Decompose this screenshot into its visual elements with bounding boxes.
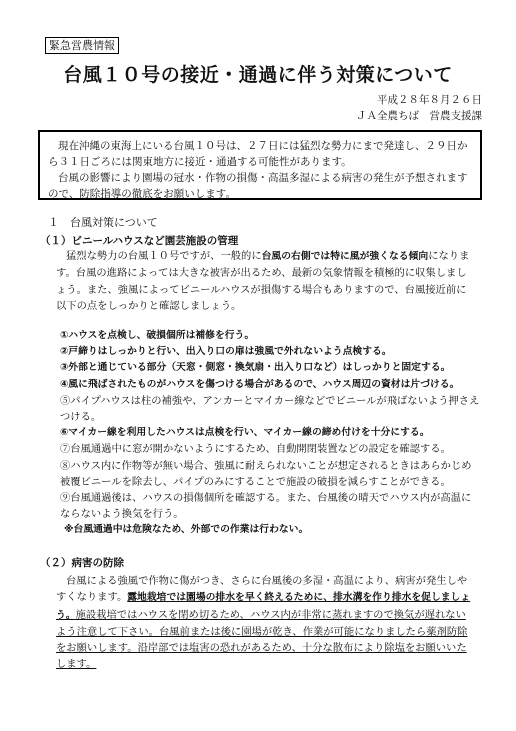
section-1-heading: １ 台風対策について	[48, 216, 158, 229]
issuer: ＪＡ全農ちば 営農支援課	[356, 110, 482, 122]
list-item: ⑧ハウス内に作物等が無い場合、強風に耐えられないことが想定されるときはあらかじめ被覆ビニールを除去し、パイプのみにすることで施設の破損を減らすことができる。	[60, 459, 472, 488]
list-item: ⑥マイカー線を利用したハウスは点検を行い、マイカー線の締め付けを十分にする。	[60, 427, 430, 439]
list-item: ④風に飛ばされたものがハウスを傷つける場合があるので、ハウス周辺の資材は片づける。	[60, 378, 460, 390]
intro-text-a: 猛烈な勢力の台風１０号ですが、一般的に	[66, 250, 262, 262]
warning-note: ※台風通過中は危険なため、外部での作業は行わない。	[64, 524, 309, 536]
issue-block	[356, 92, 482, 124]
list-item: ①ハウスを点検し、破損個所は補修を行う。	[60, 330, 255, 341]
subsection-2-body	[56, 573, 476, 673]
summary-paragraph-2: 台風の影響により園場の冠水・作物の損傷・高温多湿による病害の発生が予想されますので、防除指導の徹底をお願いします。	[48, 172, 468, 200]
issue-date: 平成２８年８月２６日	[377, 94, 482, 106]
disease-text-3: 施設栽培ではハウスを閉め切るため、ハウス内が非常に蒸れますので換気が遅れないよう注意して下さい。台風前または後に園場が乾き、作業が可能になりましたら薬剤防除をお願いします。	[56, 608, 468, 655]
list-item: ②戸締りはしっかりと行い、出入り口の扉は強風で外れないよう点検する。	[60, 346, 392, 358]
list-item: ⑦台風通過中に窓が開かないようにするため、自動開閉装置などの設定を確認する。	[60, 443, 451, 456]
list-item: ⑨台風通過後は、ハウスの損傷個所を確認する。また、台風後の晴天でハウス内が高温にならないよう換気を行う。	[60, 492, 472, 521]
list-item: ③外部と通じている部分（天窓・側窓・換気扇・出入り口など）はしっかりと固定する。	[60, 362, 451, 374]
subsection-1-intro	[56, 248, 476, 314]
disease-text-4: 沿岸部では塩害の恐れがあるため、十分な散布により除塩をお願いいたします。	[56, 642, 467, 671]
disease-text-1: 台風による強風で作物に傷がつき、さらに台風後の多湿・高温により、病害が発生しやすくなります。	[56, 575, 468, 604]
subsection-1-heading: （１）ビニールハウスなど園芸施設の管理	[40, 235, 239, 247]
page-title: 台風１０号の接近・通過に伴う対策について	[63, 64, 453, 86]
subsection-2-heading: （２）病害の防除	[40, 557, 124, 569]
checklist	[50, 328, 480, 539]
notice-tag: 緊急営農情報	[45, 37, 119, 54]
summary-paragraph-1: 現在沖縄の東海上にいる台風１０号は、２７日には猛烈な勢力にまで発達し、２９日から３１日ごろには関東地方に接近・通過する可能性があります。	[48, 140, 468, 168]
intro-text-c: になります。台風の進路によっては大きな被害が出るため、最新の気象情報を積極的に収集しましょう。また、強風によってビニールハウスが損傷する場合もありますので、台風接近前に以下の点をしっかりと確認しましょう。	[56, 250, 470, 312]
disease-text-2: 露地栽培では園場の排水を早く終えるために、排水溝を作り排水を促しましょう。	[56, 592, 471, 621]
intro-emphasis: 台風の右側では特に風が強くなる傾向	[261, 251, 429, 262]
list-item: ⑤パイプハウスは柱の補強や、アンカーとマイカー線などでビニールが飛ばないよう押さえつける。	[60, 394, 480, 424]
summary-box	[38, 130, 482, 200]
